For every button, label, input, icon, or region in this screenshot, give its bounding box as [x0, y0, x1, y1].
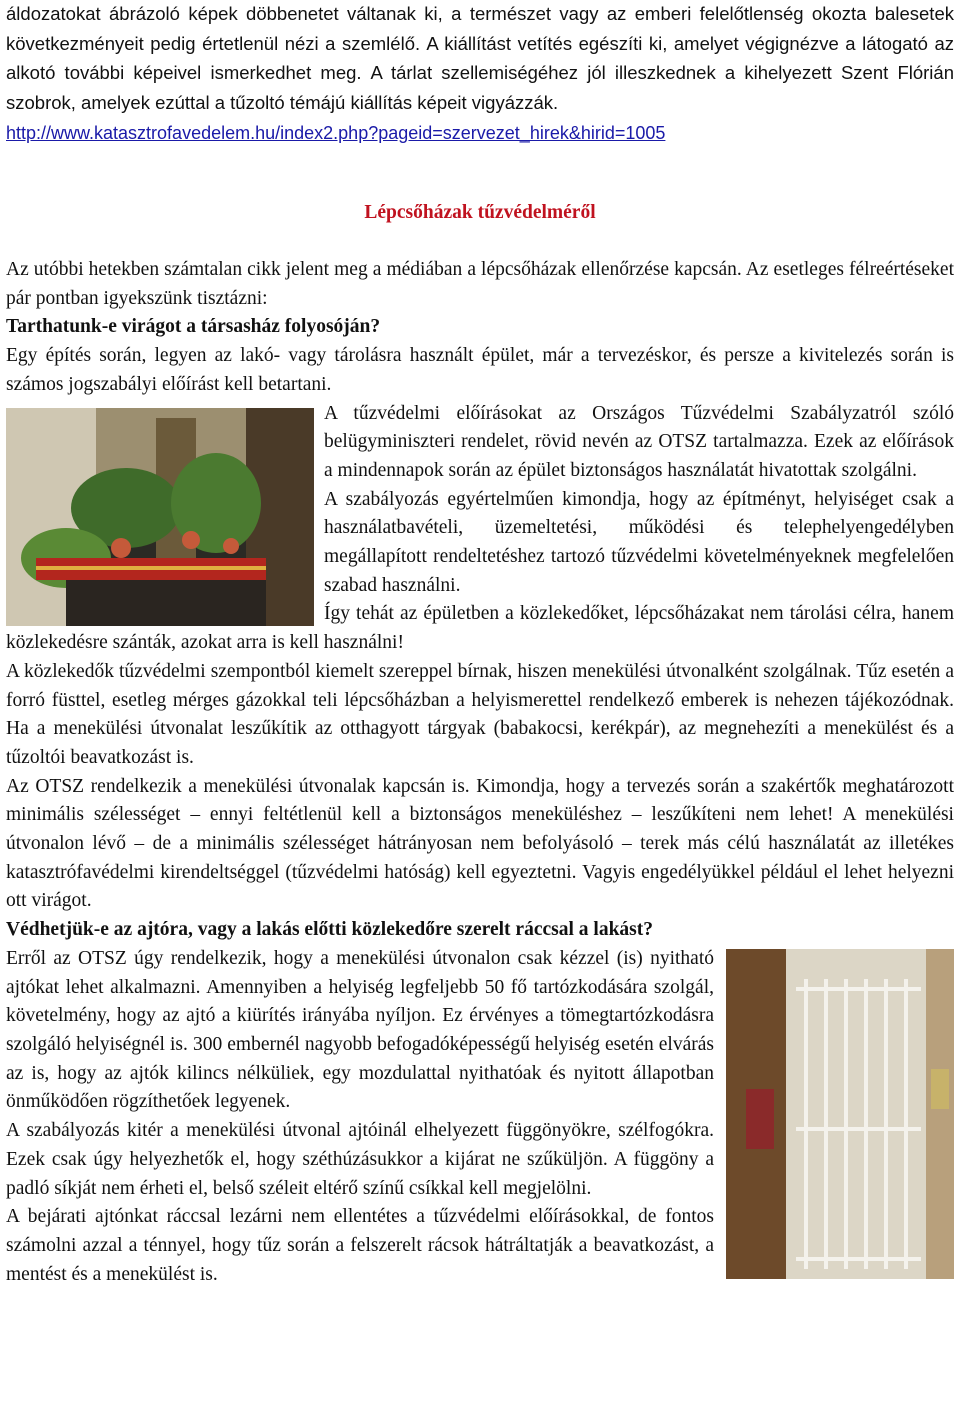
paragraph-curtains-b: Ezek csak úgy helyezhetők el, hogy széthúzásukkor a kijárat ne szűküljön.	[6, 1148, 608, 1170]
paragraph-entrance-grille: A bejárati ajtónkat ráccsal lezárni nem ellentétes a tűzvédelmi előírásokkal, de fontos számolni azzal a ténnyel, hogy tűz során a felszerelt rácsok hátráltatják a beavatkozást, a mentést és a menekülést is.	[6, 1206, 714, 1285]
paragraph-otsz-routes-d: Vagyis engedélyükkel például el lehet helyezni ott virágot.	[6, 861, 954, 912]
question-flowers: Tarthatunk-e virágot a társasház folyosóján?	[6, 316, 381, 338]
grille-image	[726, 949, 954, 1279]
intro-line-1: áldozatokat ábrázoló képek döbbenetet váltanak ki, a természet vagy az emberi felelőtlenség okozta balesetek következményeit pedig értetlenül nézi a szemlélő.	[6, 3, 954, 54]
article-body	[6, 256, 954, 1289]
paragraph-curtains-a: A szabályozás kitér a menekülési útvonal ajtóinál elhelyezett függönyökre, szélfogókra.	[6, 1120, 714, 1142]
paragraph-otsz-routes-c: A menekülési útvonalon lévő – de a minimális szélességet hátrányosan nem befolyásoló – terek más célú használatát az illetékes katasztrófavédelmi kirendeltséggel (tűzvédelmi hatóság) kell egyeztetni.	[6, 804, 954, 883]
paragraph-building-rules: Egy építés során, legyen az lakó- vagy tárolásra használt épület, már a tervezéskor, és persze a kivitelezés során is számos jogszabályi előírást kell betartani.	[6, 345, 954, 395]
paragraph-doors-c: Ez érvényes a tömegtartózkodásra szolgáló helyiségnél is.	[6, 1005, 715, 1055]
staircase-plants-photo	[6, 408, 314, 626]
paragraph-otsz-routes-a: Az OTSZ rendelkezik a menekülési útvonalak kapcsán is.	[6, 775, 470, 797]
door-grille-photo	[726, 949, 954, 1279]
paragraph-escape-routes-b: Tűz esetén a forró füsttel, esetleg mérges gázokkal teli lépcsőházban a helyismerettel rendelkező emberek is nehezen tájékozódnak.	[6, 660, 954, 711]
paragraph-intro: Az utóbbi hetekben számtalan cikk jelent meg a médiában a lépcsőházak ellenőrzése kapcsán. Az esetleges félreértéseket pár pontban igyekszünk tisztázni:	[6, 259, 954, 309]
paragraph-regulation: A szabályozás egyértelműen kimondja, hogy az építményt, helyiséget csak a használatbavételi, üzemeltetési, működési és telephelyengedélyben megállapított rendeltetéshez tartozó tűzvédelmi követelményeknek megfelelően szabad használni.	[324, 488, 954, 596]
source-link[interactable]: http://www.katasztrofavedelem.hu/index2.php?pageid=szervezet_hirek&hirid=1005	[6, 122, 666, 143]
intro-line-3: A tárlat szellemiségéhez jól illeszkednek a kihelyezett Szent Flórián szobrok, amelyek ezúttal a tűzoltó témájú kiállítás képeit vigyázzák.	[6, 62, 954, 114]
paragraph-otsz: A tűzvédelmi előírásokat az Országos Tűzvédelmi Szabályzatról szóló belügyminiszteri rendelet, rövid nevén az OTSZ tartalmazza. Ezek az előírások a mindennapok során az épület biztonságos használatát hivatottak szolgálni.	[324, 402, 954, 481]
paragraph-corridors: Így tehát az épületben a közlekedőket, lépcsőházakat nem tárolási célra, hanem közlekedésre szánták, azokat arra is kell használni!	[6, 603, 954, 654]
intro-block	[6, 0, 954, 149]
paragraph-curtains-c: A függöny a padló síkját nem érheti el, belső széleit eltérő színű csíkkal kell megjelölni.	[6, 1148, 715, 1199]
paragraph-doors-d: 300 embernél nagyobb befogadóképességű helyiség esetén elvárás az is, hogy az ajtók kilincs nélküliek, egy mozdulattal nyithatóak és nyitott állapotban önműködően rögzíthetőek legyenek.	[6, 1033, 714, 1113]
question-grille: Védhetjük-e az ajtóra, vagy a lakás előtti közlekedőre szerelt ráccsal a lakást?	[6, 919, 653, 941]
paragraph-doors-b: Amennyiben a helyiség legfeljebb 50 fő tartózkodására szolgál, követelmény, hogy az ajtó a kiürítés irányába nyíljon.	[6, 976, 714, 1027]
paragraph-otsz-routes-b: Kimondja, hogy a tervezés során a szakértők meghatározott minimális szélességet – ennyi feltétlenül kell a biztonságos meneküléshez – leszűkíteni nem lehet!	[6, 775, 954, 826]
article-title: Lépcsőházak tűzvédelméről	[364, 202, 596, 223]
paragraph-doors-a: Erről az OTSZ úgy rendelkezik, hogy a menekülési útvonalon csak kézzel (is) nyitható ajtókat lehet alkalmazni.	[6, 947, 714, 998]
paragraph-escape-routes-c: Ha a menekülési útvonalat leszűkítik az otthagyott tárgyak (babakocsi, kerékpár), az megnehezíti a menekülést és a tűzoltói beavatkozást is.	[6, 718, 954, 768]
plants-image	[6, 408, 314, 626]
intro-line-2: A kiállítást vetítés egészíti ki, amelyet végignézve a látogató az alkotó további képeivel ismerkedhet meg.	[6, 32, 955, 84]
paragraph-escape-routes-a: A közlekedők tűzvédelmi szempontból kiemelt szereppel bírnak, hiszen menekülési útvonalként szolgálnak.	[6, 660, 852, 682]
